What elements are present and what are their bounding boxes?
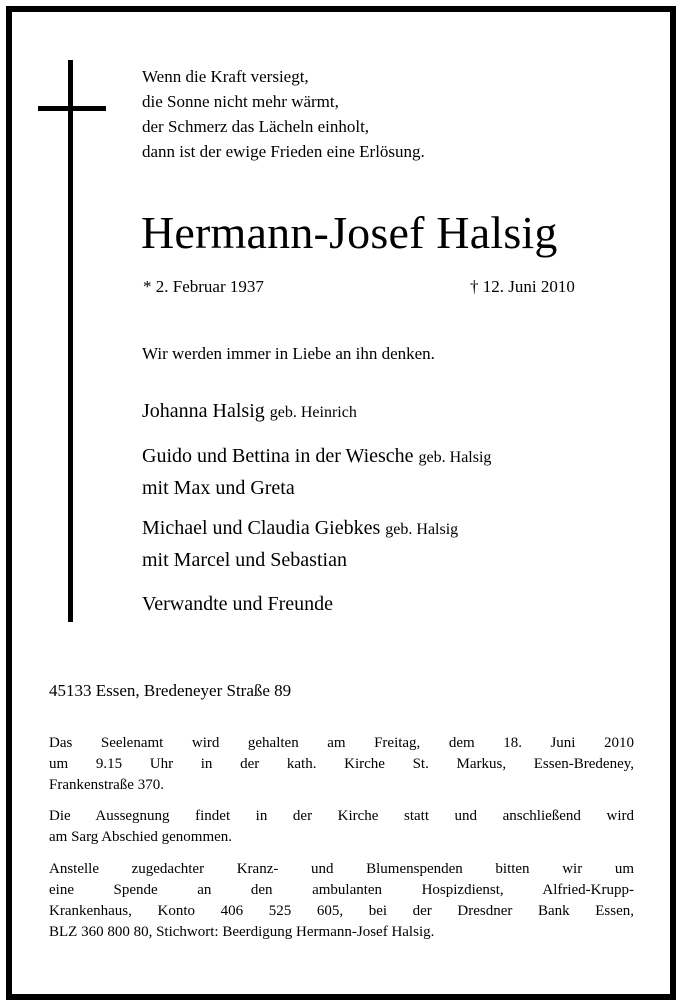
paragraph-line: eine Spende an den ambulanten Hospizdienst, Alfried-Krupp- xyxy=(49,882,634,898)
mourner-name: Verwandte und Freunde xyxy=(142,593,334,615)
mourner-entry xyxy=(142,589,333,619)
birth-date: * 2. Februar 1937 xyxy=(143,277,264,296)
cross-horizontal-bar xyxy=(38,106,106,111)
poem-line: die Sonne nicht mehr wärmt, xyxy=(142,92,339,111)
blessing-paragraph xyxy=(49,806,634,848)
mourner-entry xyxy=(142,396,357,428)
mourner-name: Guido und Bettina in der Wiesche xyxy=(142,445,414,467)
cross-vertical-bar xyxy=(68,60,73,622)
mourner-entry xyxy=(142,513,458,575)
death-date: † 12. Juni 2010 xyxy=(470,277,575,296)
maiden-name: geb. Heinrich xyxy=(269,404,357,421)
poem-line: der Schmerz das Lächeln einholt, xyxy=(142,117,370,136)
maiden-name: geb. Halsig xyxy=(418,449,492,466)
poem xyxy=(142,64,425,164)
paragraph-line: Frankenstraße 370. xyxy=(49,777,164,793)
mourner-children: mit Marcel und Sebastian xyxy=(142,549,347,571)
requiem-paragraph xyxy=(49,733,634,796)
maiden-name: geb. Halsig xyxy=(385,521,459,538)
mourner-entry xyxy=(142,441,491,503)
paragraph-line: Die Aussegnung findet in der Kirche statt und anschließend wird xyxy=(49,808,634,824)
mourner-name: Michael und Claudia Giebkes xyxy=(142,517,381,539)
paragraph-line: BLZ 360 800 80, Stichwort: Beerdigung Hermann-Josef Halsig. xyxy=(49,924,435,940)
memorial-quote: Wir werden immer in Liebe an ihn denken. xyxy=(142,344,435,363)
paragraph-line: Krankenhaus, Konto 406 525 605, bei der Dresdner Bank Essen, xyxy=(49,903,634,919)
deceased-name: Hermann-Josef Halsig xyxy=(141,207,558,258)
paragraph-line: Anstelle zugedachter Kranz- und Blumenspenden bitten wir um xyxy=(49,861,634,877)
paragraph-line: am Sarg Abschied genommen. xyxy=(49,829,233,845)
poem-line: dann ist der ewige Frieden eine Erlösung. xyxy=(142,142,425,161)
mourner-name: Johanna Halsig xyxy=(142,400,265,422)
poem-line: Wenn die Kraft versiegt, xyxy=(142,67,309,86)
paragraph-line: um 9.15 Uhr in der kath. Kirche St. Markus, Essen-Bredeney, xyxy=(49,756,634,772)
donation-paragraph xyxy=(49,859,634,943)
mourner-children: mit Max und Greta xyxy=(142,477,295,499)
family-address: 45133 Essen, Bredeneyer Straße 89 xyxy=(49,681,292,700)
paragraph-line: Das Seelenamt wird gehalten am Freitag, dem 18. Juni 2010 xyxy=(49,735,634,751)
